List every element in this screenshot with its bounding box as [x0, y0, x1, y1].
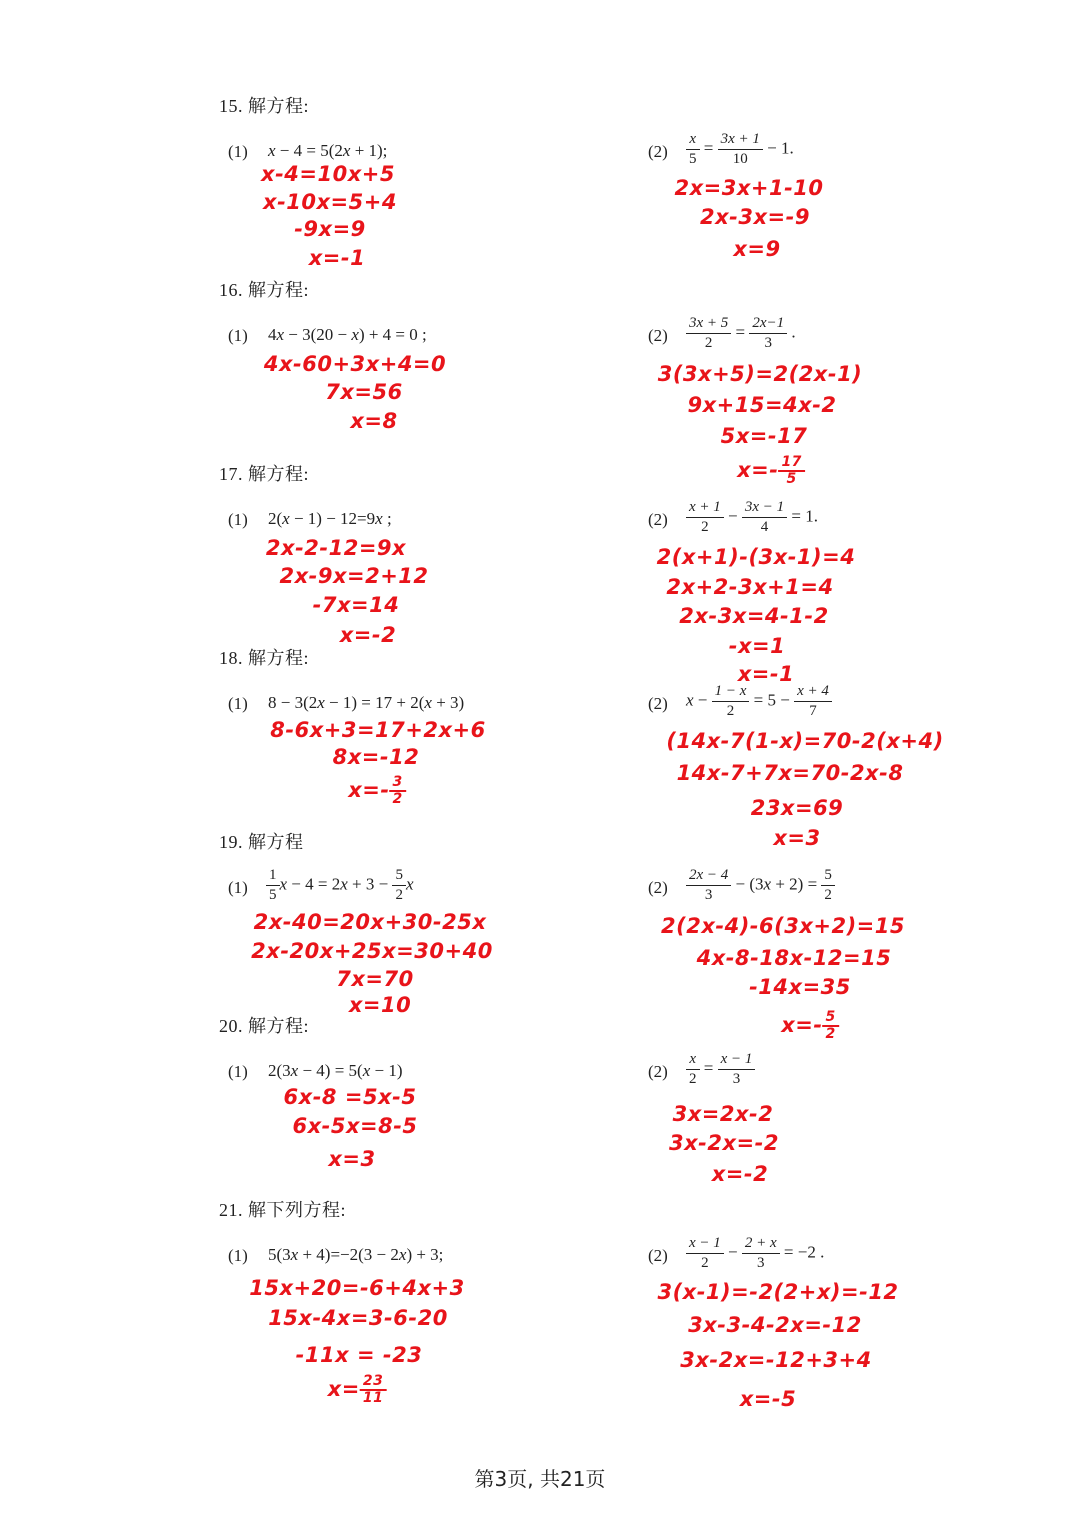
answer-16-2-step-4: x=- $\frac{17}{5}$ [737, 455, 805, 487]
answer-16-2-step-2: 9x+15=4x-2 [687, 393, 837, 417]
problem-15-2-equation: $\frac{x}{5}$ = $\frac{3x + 1}{10}$ − 1. [686, 130, 794, 169]
answer-19-2-step-1: 2(2x-4)-6(3x+2)=15 [661, 914, 905, 938]
problem-21-1-equation: 5(3x + 4)=−2(3 − 2x) + 3; [268, 1245, 444, 1264]
answer-18-1-step-1: 8-6x+3=17+2x+6 [270, 718, 486, 742]
answer-21-2-step-1: 3(x-1)=-2(2+x)=-12 [657, 1280, 899, 1304]
answer-18-1-step-2: 8x=-12 [332, 745, 420, 769]
answer-16-1-step-3: x=8 [350, 409, 398, 433]
problem-18-heading: 18. 解方程: [219, 648, 310, 668]
answer-20-1-step-1: 6x-8 =5x-5 [283, 1085, 417, 1109]
problem-19-2-equation: $\frac{2x - 4}{3}$ − (3x + 2) = $\frac{5}{2}$ [686, 866, 835, 905]
answer-20-1-step-2: 6x-5x=8-5 [292, 1114, 418, 1138]
answer-17-2-step-1: 2(x+1)-(3x-1)=4 [656, 545, 856, 569]
answer-19-2-step-3: -14x=35 [749, 975, 851, 999]
problem-19-2-label: (2) [648, 878, 668, 897]
answer-19-2-step-4: x=- $\frac{5}{2}$ [781, 1010, 839, 1042]
problem-16-1-label: (1) [228, 326, 248, 345]
problem-20-2-equation: $\frac{x}{2}$ = $\frac{x - 1}{3}$ [686, 1050, 755, 1089]
answer-16-1-step-2: 7x=56 [325, 380, 403, 404]
problem-21-heading: 21. 解下列方程: [219, 1200, 347, 1220]
problem-21-2-equation: $\frac{x - 1}{2}$ − $\frac{2 + x}{3}$ = −2 . [686, 1234, 824, 1273]
problem-18-2-equation: x − $\frac{1 - x}{2}$ = 5 − $\frac{x + 4}{7}$ [686, 682, 832, 721]
answer-15-2-step-1: 2x=3x+1-10 [674, 176, 824, 200]
problem-16-2-label: (2) [648, 326, 668, 345]
answer-17-2-step-3: 2x-3x=4-1-2 [679, 604, 829, 628]
problem-21-2-label: (2) [648, 1246, 668, 1265]
problem-18-1-equation: 8 − 3(2x − 1) = 17 + 2(x + 3) [268, 693, 465, 712]
answer-16-2-step-1: 3(3x+5)=2(2x-1) [657, 362, 863, 386]
answer-19-2-step-2: 4x-8-18x-12=15 [696, 946, 892, 970]
answer-21-2-step-3: 3x-2x=-12+3+4 [680, 1348, 872, 1372]
problem-20-heading: 20. 解方程: [219, 1016, 310, 1036]
problem-17-2-equation: $\frac{x + 1}{2}$ − $\frac{3x - 1}{4}$ = 1. [686, 498, 818, 537]
problem-18-1-label: (1) [228, 694, 248, 713]
problem-17-heading: 17. 解方程: [219, 464, 310, 484]
problem-17-1-label: (1) [228, 510, 248, 529]
answer-19-1-step-1: 2x-40=20x+30-25x [253, 910, 487, 934]
answer-19-1-step-2: 2x-20x+25x=30+40 [251, 939, 493, 963]
problem-15-1-label: (1) [228, 142, 248, 161]
problem-21-1-label: (1) [228, 1246, 248, 1265]
answer-17-2-step-5: x=-1 [737, 662, 795, 686]
answer-16-2-step-3: 5x=-17 [720, 424, 808, 448]
answer-19-1-step-4: x=10 [348, 993, 412, 1017]
answer-20-2-step-2: 3x-2x=-2 [669, 1131, 779, 1155]
problem-19-1-equation: $\frac{1}{5}$ x − 4 = 2x + 3 − $\frac{5}{2}$ x [266, 866, 414, 905]
answer-21-1-step-4: x= $\frac{23}{11}$ [328, 1374, 387, 1406]
answer-16-1-step-1: 4x-60+3x+4=0 [263, 352, 447, 376]
problem-16-2-equation: $\frac{3x + 5}{2}$ = $\frac{2x-1}{3}$ . [686, 314, 796, 353]
answer-21-2-step-2: 3x-3-4-2x=-12 [688, 1313, 862, 1337]
problem-20-1-label: (1) [228, 1062, 248, 1081]
problem-19-1-label: (1) [228, 878, 248, 897]
problem-15-2-label: (2) [648, 142, 668, 161]
answer-17-1-step-1: 2x-2-12=9x [265, 536, 407, 560]
answer-18-2-step-4: x=3 [773, 826, 821, 850]
answer-15-1-step-2: x-10x=5+4 [263, 190, 397, 214]
problem-19-heading: 19. 解方程 [219, 832, 304, 852]
answer-15-2-step-3: x=9 [733, 237, 781, 261]
problem-18-2-label: (2) [648, 694, 668, 713]
problem-15-1-equation: x − 4 = 5(2x + 1); [268, 141, 388, 160]
problem-16-heading: 16. 解方程: [219, 280, 310, 300]
answer-21-1-step-3: -11x = -23 [295, 1343, 423, 1367]
answer-19-1-step-3: 7x=70 [336, 967, 414, 991]
answer-18-2-step-3: 23x=69 [750, 796, 844, 820]
answer-18-2-step-2: 14x-7+7x=70-2x-8 [676, 761, 904, 785]
answer-18-1-step-3: x=- $\frac{3}{2}$ [348, 775, 406, 807]
problem-20-1-equation: 2(3x − 4) = 5(x − 1) [268, 1061, 403, 1080]
page-number-footer: 第3页, 共21页 [474, 1467, 606, 1491]
answer-20-2-step-1: 3x=2x-2 [672, 1102, 774, 1126]
answer-15-2-step-2: 2x-3x=-9 [700, 205, 810, 229]
problem-15-heading: 15. 解方程: [219, 96, 310, 116]
problem-16-1-equation: 4x − 3(20 − x) + 4 = 0 ; [268, 325, 427, 344]
answer-17-1-step-3: -7x=14 [312, 593, 400, 617]
answer-15-1-step-4: x=-1 [308, 246, 366, 270]
answer-21-2-step-4: x=-5 [739, 1387, 797, 1411]
problem-17-2-label: (2) [648, 510, 668, 529]
problem-17-1-equation: 2(x − 1) − 12=9x ; [268, 509, 392, 528]
answer-21-1-step-2: 15x-4x=3-6-20 [268, 1306, 448, 1330]
answer-17-2-step-4: -x=1 [728, 634, 786, 658]
answer-17-1-step-4: x=-2 [339, 623, 397, 647]
answer-15-1-step-1: x-4=10x+5 [261, 162, 395, 186]
answer-18-2-step-1: (14x-7(1-x)=70-2(x+4) [666, 729, 944, 753]
problem-20-2-label: (2) [648, 1062, 668, 1081]
answer-20-2-step-3: x=-2 [711, 1162, 769, 1186]
answer-17-1-step-2: 2x-9x=2+12 [279, 564, 429, 588]
answer-21-1-step-1: 15x+20=-6+4x+3 [249, 1276, 465, 1300]
answer-20-1-step-3: x=3 [328, 1147, 376, 1171]
answer-17-2-step-2: 2x+2-3x+1=4 [666, 575, 834, 599]
answer-15-1-step-3: -9x=9 [294, 217, 366, 241]
